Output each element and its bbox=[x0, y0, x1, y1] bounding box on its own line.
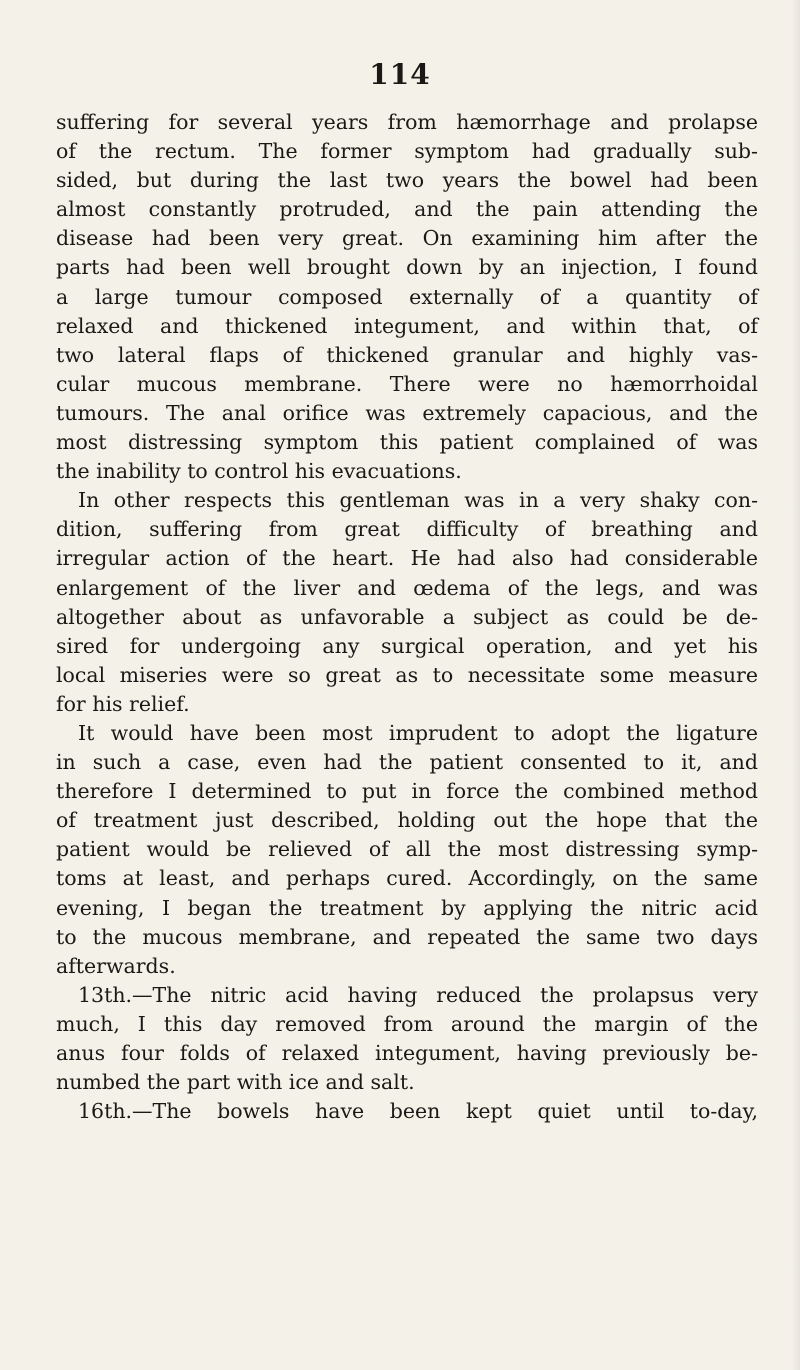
text-line: cular mucous membrane. There were no hæmorrhoidal bbox=[56, 371, 758, 396]
text-line: In other respects this gentleman was in a very shaky con- bbox=[78, 488, 758, 513]
text-line: therefore I determined to put in force the combined method bbox=[56, 779, 758, 804]
text-line: afterwards. bbox=[56, 953, 176, 978]
text-line: irregular action of the heart. He had also had considerable bbox=[56, 546, 758, 571]
text-line: toms at least, and perhaps cured. Accordingly, on the same bbox=[56, 866, 758, 891]
text-line: of the rectum. The former symptom had gradually sub- bbox=[56, 139, 758, 164]
text-line: dition, suffering from great difficulty of breathing and bbox=[56, 517, 758, 542]
text-line: parts had been well brought down by an injection, I found bbox=[56, 255, 758, 280]
text-line: anus four folds of relaxed integument, having previously be- bbox=[56, 1041, 758, 1065]
page-edge-shadow bbox=[792, 0, 800, 1370]
text-line: a large tumour composed externally of a quantity of bbox=[56, 284, 758, 309]
text-line: disease had been very great. On examining him after the bbox=[56, 226, 758, 251]
page-number: 114 bbox=[369, 58, 431, 91]
text-line: suffering for several years from hæmorrhage and prolapse bbox=[56, 110, 758, 134]
text-line: almost constantly protruded, and the pain attending the bbox=[56, 197, 758, 222]
text-line: relaxed and thickened integument, and within that, of bbox=[56, 313, 758, 338]
text-line: tumours. The anal orifice was extremely capacious, and the bbox=[56, 400, 758, 425]
text-line: local miseries were so great as to necessitate some measure bbox=[56, 662, 758, 687]
text-line: in such a case, even had the patient consented to it, and bbox=[56, 750, 758, 775]
text-line: to the mucous membrane, and repeated the same two days bbox=[56, 924, 758, 949]
text-line: evening, I began the treatment by applying the nitric acid bbox=[56, 895, 758, 920]
text-line: for his relief. bbox=[56, 691, 190, 716]
text-line: 13th.—The nitric acid having reduced the prolapsus very bbox=[78, 982, 758, 1007]
text-line: numbed the part with ice and salt. bbox=[56, 1070, 415, 1095]
text-line: much, I this day removed from around the margin of the bbox=[56, 1011, 758, 1036]
text-line: the inability to control his evacuations. bbox=[56, 459, 462, 484]
text-line: patient would be relieved of all the most distressing symp- bbox=[56, 837, 758, 862]
text-line: It would have been most imprudent to adopt the ligature bbox=[78, 720, 758, 745]
text-line: two lateral flaps of thickened granular and highly vas- bbox=[56, 342, 758, 367]
text-line: sided, but during the last two years the bowel had been bbox=[56, 168, 758, 193]
text-line: most distressing symptom this patient complained of was bbox=[56, 430, 758, 455]
text-line: sired for undergoing any surgical operation, and yet his bbox=[56, 633, 758, 658]
text-line: enlargement of the liver and œdema of the legs, and was bbox=[56, 575, 758, 600]
text-line: 16th.—The bowels have been kept quiet until to-day, bbox=[78, 1099, 758, 1124]
body-text bbox=[56, 108, 758, 1126]
text-line: altogether about as unfavorable a subject as could be de- bbox=[56, 604, 758, 629]
text-line: of treatment just described, holding out the hope that the bbox=[56, 808, 758, 833]
